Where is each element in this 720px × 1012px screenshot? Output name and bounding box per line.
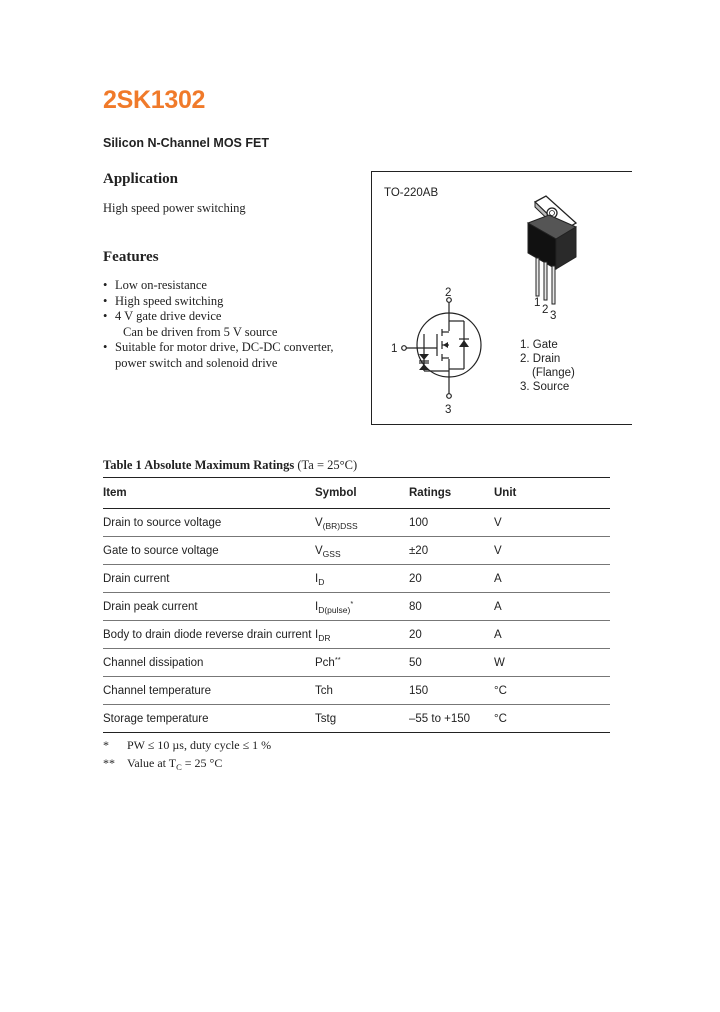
- features-heading: Features: [103, 249, 159, 265]
- table-row: [103, 565, 610, 593]
- table-row: [103, 705, 610, 733]
- table-row: [103, 677, 610, 705]
- feature-text: Low on-resistance: [115, 278, 207, 292]
- feature-text: Suitable for motor drive, DC-DC converter,: [115, 340, 334, 354]
- cell-unit: °C: [494, 712, 507, 725]
- cell-symbol: Pch**: [315, 649, 409, 677]
- bullet-marker: •: [103, 340, 108, 354]
- feature-text: High speed switching: [115, 293, 224, 308]
- pin-legend-source: 3. Source: [520, 381, 570, 393]
- table-row: [103, 537, 610, 565]
- feature-item: [103, 309, 334, 325]
- absolute-maximum-ratings-table: [103, 477, 610, 733]
- cell-rating: –55 to +150: [409, 712, 471, 725]
- cell-symbol: $V_{GSS}$: [315, 537, 409, 565]
- mosfet-schematic-symbol: [402, 298, 481, 399]
- cell-rating: 20: [409, 621, 494, 649]
- feature-item-continuation: [103, 356, 334, 372]
- source-pin-number: 3: [445, 404, 452, 416]
- table-title-text: Table 1 Absolute Maximum Ratings: [103, 458, 295, 472]
- footnote-mark: *: [103, 738, 109, 752]
- to220-package-illustration: [528, 196, 576, 322]
- cell-item: Drain current: [103, 565, 315, 593]
- cell-symbol: $I_D$: [315, 565, 409, 593]
- pin-legend: [520, 338, 575, 394]
- cell-item: Storage temperature: [103, 712, 209, 725]
- body-pin-label: 2: [542, 304, 549, 316]
- cell-item: Drain to source voltage: [103, 509, 315, 537]
- cell-unit: °C: [494, 677, 610, 705]
- cell-unit: A: [494, 565, 610, 593]
- cell-unit: A: [494, 621, 610, 649]
- footnote-text-cont: = 25 °C: [181, 756, 223, 770]
- cell-unit: W: [494, 649, 610, 677]
- feature-item-continuation: [103, 325, 334, 341]
- feature-text: 4 V gate drive device: [115, 309, 222, 323]
- cell-item: Channel dissipation: [103, 649, 315, 677]
- cell-item: Body to drain diode reverse drain current: [103, 621, 315, 649]
- pin-legend-flange: (Flange): [532, 367, 575, 379]
- bullet-marker: •: [103, 309, 108, 323]
- table-row: [103, 509, 610, 537]
- body-pin-label: 1: [534, 297, 541, 309]
- table-row: [103, 593, 610, 621]
- footnote-text: Value at T: [127, 756, 177, 770]
- column-header-unit: Unit: [494, 478, 610, 509]
- cell-rating: 50: [409, 649, 494, 677]
- application-heading: Application: [103, 171, 179, 187]
- footnote: [103, 738, 271, 756]
- feature-text: Can be driven from 5 V source: [123, 324, 278, 339]
- gate-terminal: [402, 346, 407, 351]
- footnote-mark: **: [103, 756, 115, 770]
- cell-unit: A: [494, 593, 610, 621]
- cell-unit: V: [494, 537, 610, 565]
- source-terminal: [447, 394, 452, 399]
- table-title: [103, 458, 357, 473]
- features-list: [103, 278, 334, 371]
- footnote-text: PW ≤ 10 µs, duty cycle ≤ 1 %: [127, 738, 272, 752]
- feature-item: [103, 294, 334, 310]
- body-diode-icon: [459, 340, 469, 347]
- drain-pin-number: 2: [445, 287, 452, 299]
- bullet-marker: •: [103, 293, 108, 308]
- cell-item: Channel temperature: [103, 677, 315, 705]
- feature-item: [103, 340, 334, 356]
- table-footnotes: [103, 738, 271, 774]
- table-title-condition: (Ta = 25°C): [297, 458, 358, 472]
- table-row: [103, 649, 610, 677]
- package-diagram: [371, 171, 631, 423]
- column-header-ratings: Ratings: [409, 478, 494, 509]
- table-row: [103, 621, 610, 649]
- bullet-marker: •: [103, 278, 108, 292]
- pin-legend-drain: 2. Drain: [520, 353, 561, 365]
- cell-rating: 100: [409, 509, 494, 537]
- body-pin-label: 3: [550, 310, 557, 322]
- part-number-title: 2SK1302: [103, 86, 206, 114]
- cell-item: Gate to source voltage: [103, 537, 315, 565]
- column-header-symbol: Symbol: [315, 478, 409, 509]
- cell-symbol: $I_{D(pulse)}^*$: [315, 593, 409, 621]
- cell-rating: ±20: [409, 537, 494, 565]
- footnote: [103, 756, 271, 774]
- feature-text: power switch and solenoid drive: [115, 355, 278, 370]
- cell-unit: V: [494, 509, 610, 537]
- feature-item: [103, 278, 334, 294]
- cell-symbol: $V_{(BR)DSS}$: [315, 509, 409, 537]
- device-subtitle: Silicon N-Channel MOS FET: [103, 136, 269, 150]
- cell-symbol: Tch: [315, 677, 409, 705]
- package-name: TO-220AB: [384, 187, 439, 199]
- footnote-subscript: C: [176, 762, 182, 772]
- cell-rating: 150: [409, 677, 494, 705]
- application-text: High speed power switching: [103, 201, 246, 215]
- column-header-item: Item: [103, 478, 315, 509]
- cell-symbol: $I_{DR}$: [315, 621, 409, 649]
- cell-symbol: Tstg: [315, 712, 337, 725]
- cell-rating: 80: [409, 593, 494, 621]
- cell-rating: 20: [409, 565, 494, 593]
- gate-pin-number: 1: [391, 343, 398, 355]
- pin-legend-gate: 1. Gate: [520, 339, 558, 351]
- cell-item: Drain peak current: [103, 593, 315, 621]
- table-header-row: [103, 478, 610, 509]
